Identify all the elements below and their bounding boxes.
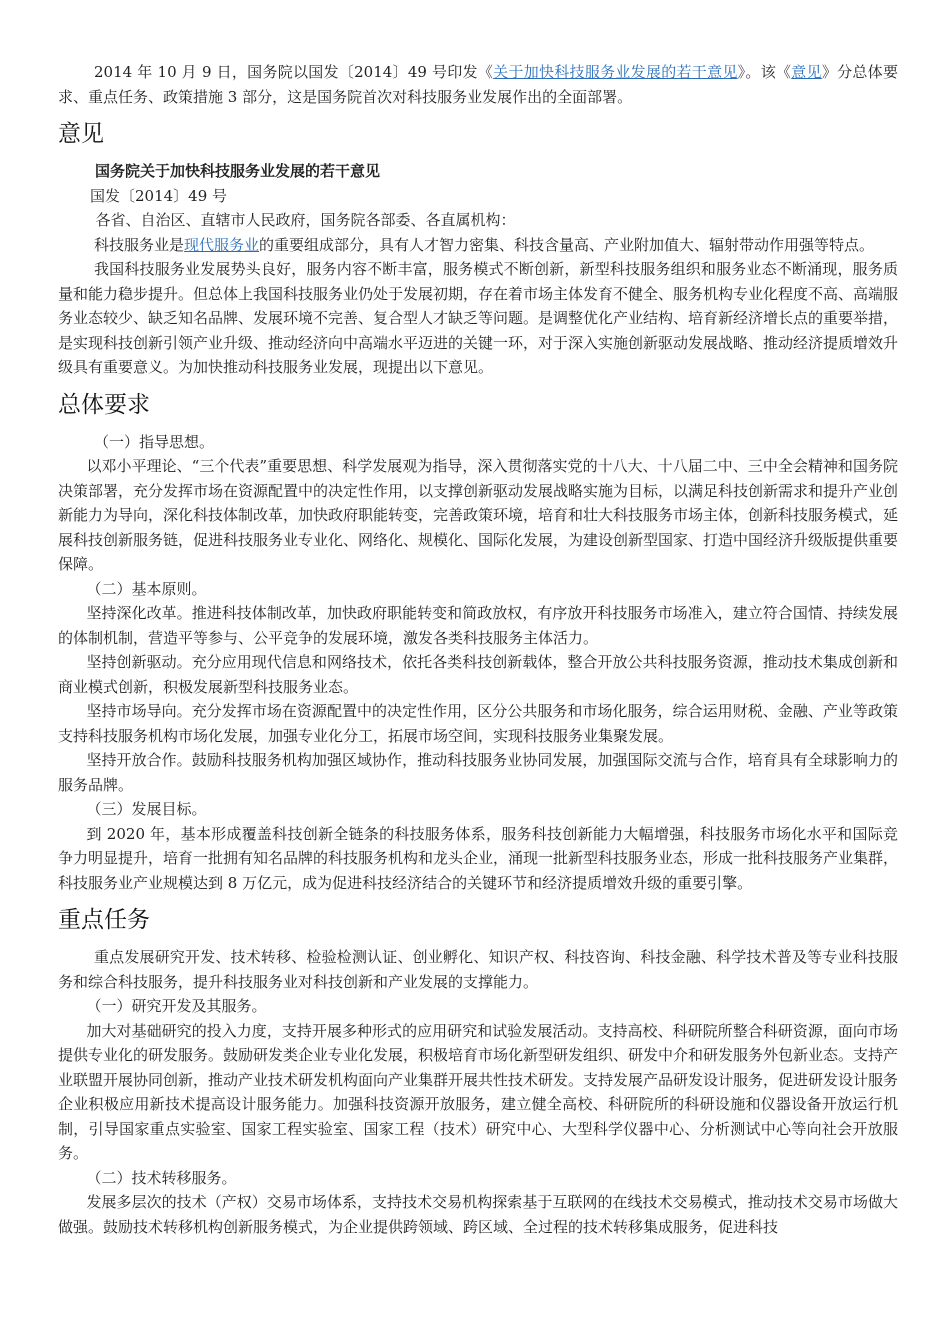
- p1-text-b: 的重要组成部分，具有人才智力密集、科技含量高、产业附加值大、辐射带动作用强等特点。: [259, 235, 875, 254]
- section-2-para-2: 坚持创新驱动。充分应用现代信息和网络技术，依托各类科技创新载体，整合开放公共科技服务资源，推动技术集成创新和商业模式创新，积极发展新型科技服务业态。: [58, 653, 898, 696]
- heading-opinion: 意见: [58, 121, 104, 147]
- modern-service-link[interactable]: 现代服务业: [184, 235, 260, 254]
- opinion-title-link[interactable]: 关于加快科技服务业发展的若干意见: [493, 63, 738, 81]
- heading-key-tasks: 重点任务: [58, 907, 150, 933]
- section-2-para-1: 坚持深化改革。推进科技体制改革，加快政府职能转变和简政放权，有序放开科技服务市场准入，建立符合国情、持续发展的体制机制，营造平等参与、公平竞争的发展环境，激发各类科技服务主体活力。: [58, 604, 898, 647]
- tasks-intro: 重点发展研究开发、技术转移、检验检测认证、创业孵化、知识产权、科技咨询、科技金融、科学技术普及等专业科技服务和综合科技服务，提升科技服务业对科技创新和产业发展的支撑能力。: [58, 948, 898, 991]
- section-2-para-4: 坚持开放合作。鼓励科技服务机构加强区域协作，推动科技服务业协同发展，加强国际交流与合作，培育具有全球影响力的服务品牌。: [58, 751, 898, 794]
- intro-paragraph: [58, 60, 898, 109]
- paragraph-1: [58, 233, 898, 258]
- intro-text-2: 》。该《: [737, 63, 792, 81]
- intro-text-1: 2014 年 10 月 9 日，国务院以国发〔2014〕49 号印发《: [94, 63, 494, 81]
- task-2-title: （二）技术转移服务。: [86, 1168, 237, 1187]
- section-3-title: （三）发展目标。: [86, 800, 207, 818]
- section-2-title: （二）基本原则。: [86, 579, 207, 598]
- task-1-body: 加大对基础研究的投入力度，支持开展多种形式的应用研究和试验发展活动。支持高校、科研院所整合科研资源，面向市场提供专业化的研发服务。鼓励研发类企业专业化发展，积极培育市场化新型研发组织、研发中介和研发服务外包新业态。支持产业联盟开展协同创新，推动产业技术研发机构面向产业集群开展共性技术研发。支持发展产品研发设计服务，促进研发设计服务企业积极应用新技术提高设计服务能力。加强科技资源开放服务，建立健全高校、科研院所的科研设施和仪器设备开放运行机制，引导国家重点实验室、国家工程实验室、国家工程（技术）研究中心、大型科学仪器中心、分析测试中心等向社会开放服务。: [58, 1021, 899, 1162]
- section-1-body: 以邓小平理论、“三个代表”重要思想、科学发展观为指导，深入贯彻落实党的十八大、十八届二中、三中全会精神和国务院决策部署，充分发挥市场在资源配置中的决定性作用，以支撑创新驱动发展战略实施为目标，以满足科技创新需求和提升产业创新能力为导向，深化科技体制改革，加快政府职能转变，完善政策环境，培育和壮大科技服务市场主体，创新科技服务模式，延展科技创新服务链，促进科技服务业专业化、网络化、规模化、国际化发展，为建设创新型国家、打造中国经济升级版提供重要保障。: [58, 457, 899, 573]
- addressee: 各省、自治区、直辖市人民政府，国务院各部委、各直属机构：: [95, 211, 516, 229]
- document-page: [58, 60, 898, 1239]
- document-title: 国务院关于加快科技服务业发展的若干意见: [95, 162, 381, 180]
- heading-general-requirements: 总体要求: [58, 391, 150, 418]
- task-2-body: 发展多层次的技术（产权）交易市场体系，支持技术交易机构探索基于互联网的在线技术交易模式，推动技术交易市场做大做强。鼓励技术转移机构创新服务模式，为企业提供跨领域、跨区域、全过程的技术转移集成服务，促进科技: [58, 1193, 898, 1236]
- section-2-para-3: 坚持市场导向。充分发挥市场在资源配置中的决定性作用，区分公共服务和市场化服务，综合运用财税、金融、产业等政策支持科技服务机构市场化发展，加强专业化分工，拓展市场空间，实现科技服务业集聚发展。: [58, 702, 898, 745]
- p1-text-a: 科技服务业是: [94, 235, 185, 254]
- section-3-body: 到 2020 年，基本形成覆盖科技创新全链条的科技服务体系，服务科技创新能力大幅增强，科技服务市场化水平和国际竞争力明显提升，培育一批拥有知名品牌的科技服务机构和龙头企业，涌现一批新型科技服务业态，形成一批科技服务产业集群，科技服务业产业规模达到 8 万亿元，成为促进科技经济结合的关键环节和经济提质增效升级的重要引擎。: [58, 824, 899, 892]
- paragraph-2: 我国科技服务业发展势头良好，服务内容不断丰富，服务模式不断创新，新型科技服务组织和服务业态不断涌现，服务质量和能力稳步提升。但总体上我国科技服务业仍处于发展初期，存在着市场主体发育不健全、服务机构专业化程度不高、高端服务业态较少、缺乏知名品牌、发展环境不完善、复合型人才缺乏等问题。是调整优化产业结构、培育新经济增长点的重要举措，是实现科技创新引领产业升级、推动经济向中高端水平迈进的关键一环，对于深入实施创新驱动发展战略、推动经济提质增效升级具有重要意义。为加快推动科技服务业发展，现提出以下意见。: [58, 260, 899, 376]
- task-1-title: （一）研究开发及其服务。: [86, 997, 267, 1015]
- intro-text-3: 》分总体要求、重点任务、政策措施 3 部分，这是国务院首次对科技服务业发展作出的全面部署。: [58, 63, 898, 106]
- section-1-title: （一）指导思想。: [94, 432, 215, 451]
- opinion-link[interactable]: 意见: [791, 63, 822, 81]
- document-number: 国发〔2014〕49 号: [90, 186, 228, 205]
